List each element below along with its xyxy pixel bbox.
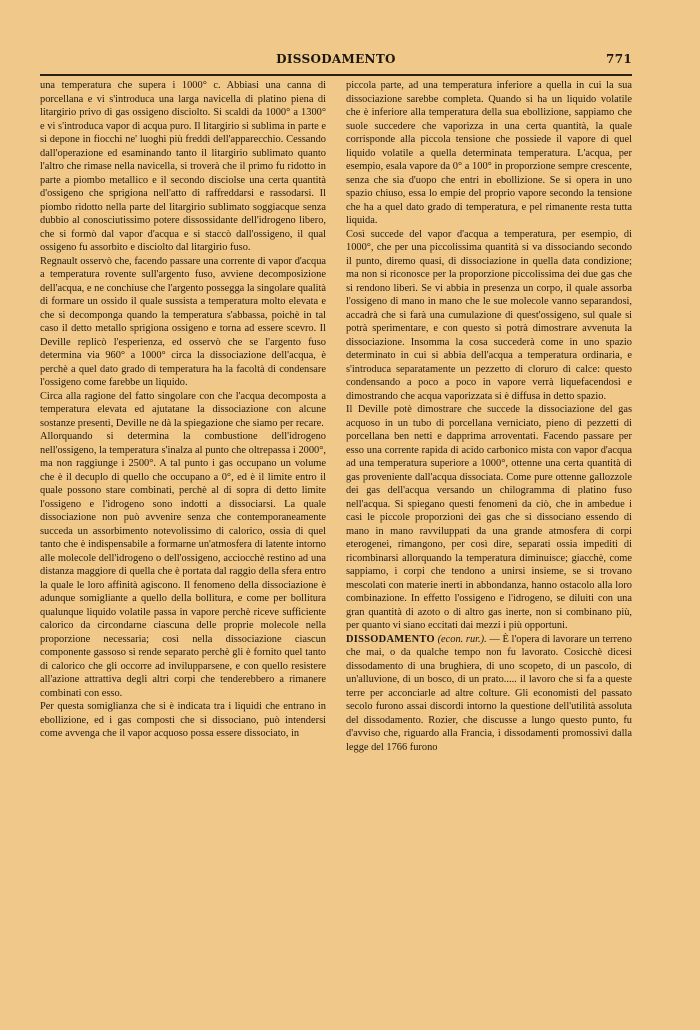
running-head <box>40 52 632 70</box>
right-column <box>346 79 632 1015</box>
text-columns <box>40 79 632 1015</box>
entry-headword: DISSODAMENTO <box>346 633 435 645</box>
page-number: 771 <box>606 52 632 66</box>
dictionary-entry <box>346 633 632 755</box>
paragraph: piccola parte, ad una temperatura inferiore a quella in cui la sua dissociazione sarebbe completa. Quando si ha un liquido volatile che è inferiore alla temperatura della sua ebollizione, sappiamo che suole succedere che vaporizza in una certa quantità, la quale corrisponde alla piccola tensione che possiede il vapore di quel liquido volatile a quella determinata temperatura. L'acqua, per esempio, esala vapore da 0° a 100° in proporzione sempre crescente, senza che sia d'uopo che entri in ebollizione. Se si opera in uno spazio chiuso, essa lo empie del proprio vapore secondo la tensione che ha a quel dato grado di temperatura, e pel rimanente resta tutta liquida. <box>346 80 632 226</box>
paragraph: Per questa somiglianza che si è indicata tra i liquidi che entrano in ebollizione, ed i gas composti che si dissociano, può intendersi come avvenga che il vapor acquoso possa essere dissociato, in <box>40 701 326 739</box>
left-column <box>40 79 326 1015</box>
paragraph: Circa alla ragione del fatto singolare con che l'acqua decomposta a temperatura elevata ed ajutatane la dissociazione con alcune sostanze presenti, Deville ne dà la spiegazione che siamo per recare. <box>40 390 326 429</box>
entry-text: — È l'opera di lavorare un terreno che mai, o da qualche tempo non fu lavorato. Cosicchè dicesi dissodamento di una brughiera, di uno scopeto, di un pascolo, di un'alluvione, di un bosco, di un prato..... il lavoro che si fa a queste terre per acconciarle ad altre colture. Gli economisti del passato secolo furono assai discordi intorno la questione dell'utilità assoluta del dissodamento. Rozier, che discusse a lungo questo punto, fu d'avviso che, riguardo alla Francia, i dissodamenti promossivi dalla legge del 1766 furono <box>346 633 632 753</box>
paragraph: Il Deville potè dimostrare che succede la dissociazione del gas acquoso in un tubo di porcellana verniciato, pieno di pezzetti di porcellana ben netti e dapprima arroventati. Facendo passare per esso una corrente rapida di acido carbonico mista con vapor d'acqua ad una temperatura superiore a 1000°, ottenne una certa quantità di gas proveniente dall'acqua dissociata. Come pure ottenne gallozzole dei gas dell'acqua versando un chilogramma di platino fuso nell'acqua. Si spiegano questi fenomeni da ciò, che in ambedue i casi le piccole proporzioni dei gas che si dissociano essendo di mano in mano ravviluppati da una grande atmosfera di corpi eterogenei, rimangono, per così dire, separati ossia impediti di ricombinarsi allorquando la temperatura diminuisce; giacchè, come sappiamo, i corpi che tendono a unirsi insieme, se si trovano mescolati con materie inerti in abbondanza, hanno ostacolo alla loro combinazione. In effetto l'ossigeno e l'idrogeno, se diluiti con una gran quantità di azoto o di altro gas inerte, non si combinano più, per quanto vi siano eccitati dai mezzi i più opportuni. <box>346 404 632 631</box>
paragraph: una temperatura che supera i 1000° c. Abbiasi una canna di porcellana e vi s'introduca una larga navicella di platino piena di litargirio privo di gas ossigeno disciolto. Si scaldi da 1000° a 1300° e vi s'introduca vapor di acqua puro. Il litargirio si sublima in parte e si depone in fiocchi ne' luoghi più freddi dell'apparecchio. Cessando dall'operazione ed esaminando tanto il litargirio sublimato quanto l'altro che rimase nella navicella, si troverà che il primo fu ridotto in parte a piombo metallico e il secondo disciolse una certa quantità d'ossigeno che sprigiona nell'atto di raffreddarsi e rassodarsi. Il piombo ridotto nella parte del litargirio sublimato soggiacque senza dubbio al conosciutissimo potere dissossidante dell'idrogeno libero, che si formò dal vapor d'acqua e si staccò dall'ossigeno, il qual ossigeno fu assorbito e disciolto dal litargirio fuso. <box>40 80 326 253</box>
paragraph: Regnault osservò che, facendo passare una corrente di vapor d'acqua a temperatura rovente sull'argento fuso, avviene decomposizione dell'acqua, e ne conchiuse che l'argento possegga la singolare qualità di formare un ossido il quale sussista a temperatura molto elevata e che si decomponga quando la temperatura s'abbassa, poichè in tal caso il detto metallo sprigiona ossigeno e torna ad essere scevro. Il Deville replicò l'esperienza, ed osservò che se l'argento fuso determina via 960° a 1000° circa la dissociazione dell'acqua, è perchè a quel dato grado di temperatura ha la facoltà di condensare l'ossigeno come farebbe un liquido. <box>40 255 326 388</box>
header-rule <box>40 74 632 76</box>
running-title: DISSODAMENTO <box>276 52 396 66</box>
paragraph: Allorquando si determina la combustione dell'idrogeno nell'ossigeno, la temperatura s'inalza al punto che oltrepassa i 2000°, ma non raggiunge i 2500°. A tal punto i gas occupano un volume che è il decuplo di quello che occupano a 0°, ed è il limite entro il quale possono stare combinati, perchè al di sopra di detto limite l'ossigeno e l'idrogeno sono indotti a dissociarsi. La quale dissociazione non può avvenire senza che contemporaneamente succeda un assorbimento notevolissimo di calorico, ossia di quel tanto che è indispensabile a formarne un'atmosfera di latente intorno alle molecole dell'idrogeno o dell'ossigeno, acciocchè restino ad una distanza maggiore di quella che è portata dal raggio della sfera entro la quale le loro affinità agiscono. Il fenomeno della dissociazione è adunque somigliante a quello della bollitura, e come per bollitura qualunque liquido volatile passa in vapore perchè riceve sufficiente calorico da circondarne ciascuna delle proprie molecole nella proporzione necessaria; così nella dissociazione ciascun componente gassoso si rende separato perchè gli è fornito quel tanto di calorico che gli occorre ad invilupparsene, e con quello resistere all'azione attrattiva degli altri corpi che tenderebbero a rimanere combinati con esso. <box>40 431 326 699</box>
paragraph: Così succede del vapor d'acqua a temperatura, per esempio, di 1000°, che per una piccolissima quantità si va dissociando secondo il punto, diremo quasi, di dissociazione in quella data condizione; ma non si riconosce per la proporzione piccolissima dei due gas che si rendono liberi. Se vi abbia in presenza un corpo, il quale assorba l'ossigeno di mano in mano che le sue molecole vanno separandosi, accadrà che si farà una cumulazione di quest'ossigeno, sul quale si potrà sperimentare, e con questo si potrà dimostrare avvenuta la dissociazione. Insomma la cosa succederà come in uno spazio determinato in cui si abbia dell'acqua a temperatura ordinaria, e s'introduca separatamente un pezzetto di cloruro di calce: questo condensando a poco a poco in vapore verrà liquefacendosi e dimostrando che acqua vaporizzata si è diffusa in detto spazio. <box>346 228 632 402</box>
entry-abbreviation: (econ. rur.). <box>437 633 487 645</box>
